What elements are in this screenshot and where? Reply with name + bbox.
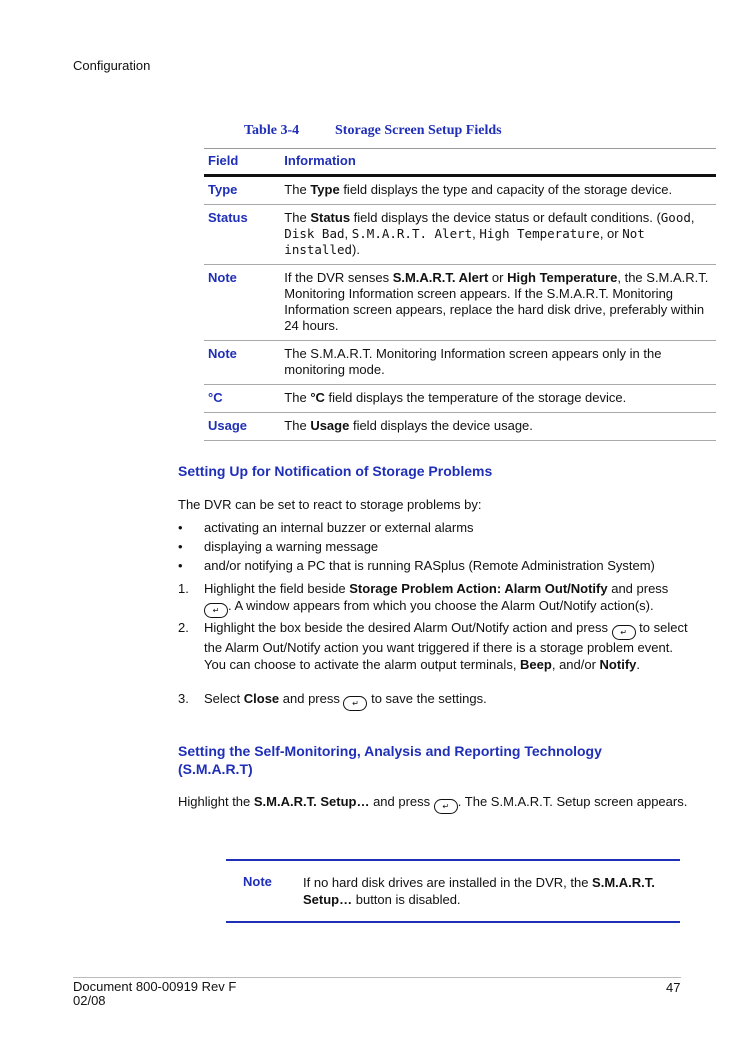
table-row-usage [204, 413, 716, 441]
code-value: S.M.A.R.T. Alert [351, 226, 473, 241]
heading-line: (S.M.A.R.T) [178, 761, 253, 777]
table-number: Table 3-4 [244, 123, 300, 138]
bullet-icon: • [178, 558, 183, 573]
text: . The S.M.A.R.T. Setup screen appears. [457, 794, 688, 809]
text: If the DVR senses [284, 270, 393, 285]
enter-key-icon: ↵ [434, 799, 458, 814]
section-heading-storage-notification [178, 462, 492, 480]
table-row-type [204, 176, 716, 205]
bold-term: °C [310, 390, 325, 405]
step-number: 2. [178, 620, 189, 635]
bold-term: S.M.A.R.T. Alert [392, 270, 489, 285]
text: The [284, 210, 311, 225]
heading-line: Setting the Self-Monitoring, Analysis and Reporting Technology [178, 743, 602, 759]
field-info [280, 205, 716, 265]
bold-term: Notify [599, 656, 637, 672]
step-text [204, 581, 694, 618]
step-text [204, 691, 694, 711]
text: field displays the type and capacity of the storage device. [339, 182, 673, 197]
table-row-temperature [204, 385, 716, 413]
text: Select [204, 691, 244, 706]
list-item-text: activating an internal buzzer or external alarms [204, 520, 474, 535]
text: . [636, 656, 641, 672]
note-label: Note [204, 265, 280, 341]
code-value: High Temperature [479, 226, 600, 241]
footer-divider [73, 977, 681, 978]
page-number: 47 [666, 980, 681, 995]
field-info [280, 413, 716, 441]
text: The [284, 390, 311, 405]
field-name: °C [204, 385, 280, 413]
bold-term: Status [310, 210, 351, 225]
text: or [488, 270, 508, 285]
document-number: Document 800-00919 Rev F [73, 979, 237, 994]
text: , the S.M.A.R.T. Monitoring Information screen appears. If the S.M.A.R.T. Monitoring Information screen appears, replace the hard disk drive, preferably within 24 hours. [284, 270, 709, 333]
column-header-field: Field [204, 149, 280, 176]
step-number: 1. [178, 581, 189, 596]
field-name: Type [204, 176, 280, 205]
text: Highlight the field beside [204, 581, 350, 596]
enter-key-icon: ↵ [343, 696, 367, 711]
bold-term: High Temperature [507, 270, 618, 285]
enter-key-icon: ↵ [612, 625, 636, 640]
note-label: Note [204, 341, 280, 385]
intro-paragraph: The DVR can be set to react to storage problems by: [178, 497, 482, 512]
note-label: Note [243, 874, 272, 889]
text: button is disabled. [352, 892, 461, 907]
bold-term: Usage [310, 418, 350, 433]
footer-document-info [73, 980, 236, 1008]
bold-term: Storage Problem Action: Alarm Out/Notify [349, 581, 608, 596]
bold-term: S.M.A.R.T. Setup… [253, 794, 370, 809]
text: and press [369, 794, 434, 809]
text: , or [599, 226, 623, 241]
text: , [690, 210, 695, 225]
bullet-icon: • [178, 539, 183, 554]
field-name: Status [204, 205, 280, 265]
bold-term: S.M.A.R.T. Setup… [303, 875, 655, 907]
list-item-text: and/or notifying a PC that is running RASplus (Remote Administration System) [204, 558, 655, 573]
text: and press [607, 581, 669, 596]
text: , [344, 226, 352, 241]
text: and press [279, 691, 344, 706]
text: , [472, 226, 480, 241]
bullet-icon: • [178, 520, 183, 535]
section-heading-smart [178, 742, 698, 778]
field-info [280, 176, 716, 205]
table-row-note [204, 341, 716, 385]
text: to save the settings. [367, 691, 487, 706]
enter-key-icon: ↵ [204, 603, 228, 618]
step-text [204, 620, 694, 673]
bold-term: Beep [520, 656, 552, 672]
section-heading [178, 742, 698, 778]
text: , and/or [551, 656, 600, 672]
column-header-information: Information [280, 149, 716, 176]
storage-fields-table [204, 148, 716, 441]
smart-setup-paragraph [178, 793, 708, 814]
text: The [284, 418, 311, 433]
note-text: The S.M.A.R.T. Monitoring Information screen appears only in the monitoring mode. [280, 341, 716, 385]
step-number: 3. [178, 691, 189, 706]
field-info [280, 385, 716, 413]
code-value: Disk Bad [284, 226, 345, 241]
text: field displays the device usage. [349, 418, 533, 433]
table-header-row [204, 149, 716, 176]
note-text [280, 265, 716, 341]
list-item-text: displaying a warning message [204, 539, 379, 554]
table-row-note [204, 265, 716, 341]
note-box [226, 859, 680, 923]
text: to select the Alarm Out/Notify action you want triggered if there is a storage problem event. You can choose to activate the alarm output terminals, [204, 620, 688, 672]
bold-term: Type [310, 182, 340, 197]
text: If no hard disk drives are installed in the DVR, the [303, 875, 593, 890]
text: Highlight the [178, 794, 254, 809]
table-row-status [204, 205, 716, 265]
code-value: Not installed [284, 226, 645, 257]
text: Highlight the box beside the desired Alarm Out/Notify action and press [204, 620, 612, 635]
document-date: 02/08 [73, 993, 106, 1008]
code-value: Good [660, 210, 691, 225]
text: ). [352, 242, 360, 257]
section-heading: Setting Up for Notification of Storage Problems [178, 463, 493, 479]
table-caption [244, 123, 502, 139]
text: . A window appears from which you choose the Alarm Out/Notify action(s). [228, 597, 654, 613]
table-title: Storage Screen Setup Fields [335, 123, 502, 138]
field-name: Usage [204, 413, 280, 441]
running-header: Configuration [73, 58, 151, 73]
text: field displays the device status or default conditions. ( [350, 210, 661, 225]
bold-term: Close [243, 691, 280, 706]
text: field displays the temperature of the storage device. [324, 390, 627, 405]
note-text [303, 874, 673, 908]
text: The [284, 182, 311, 197]
